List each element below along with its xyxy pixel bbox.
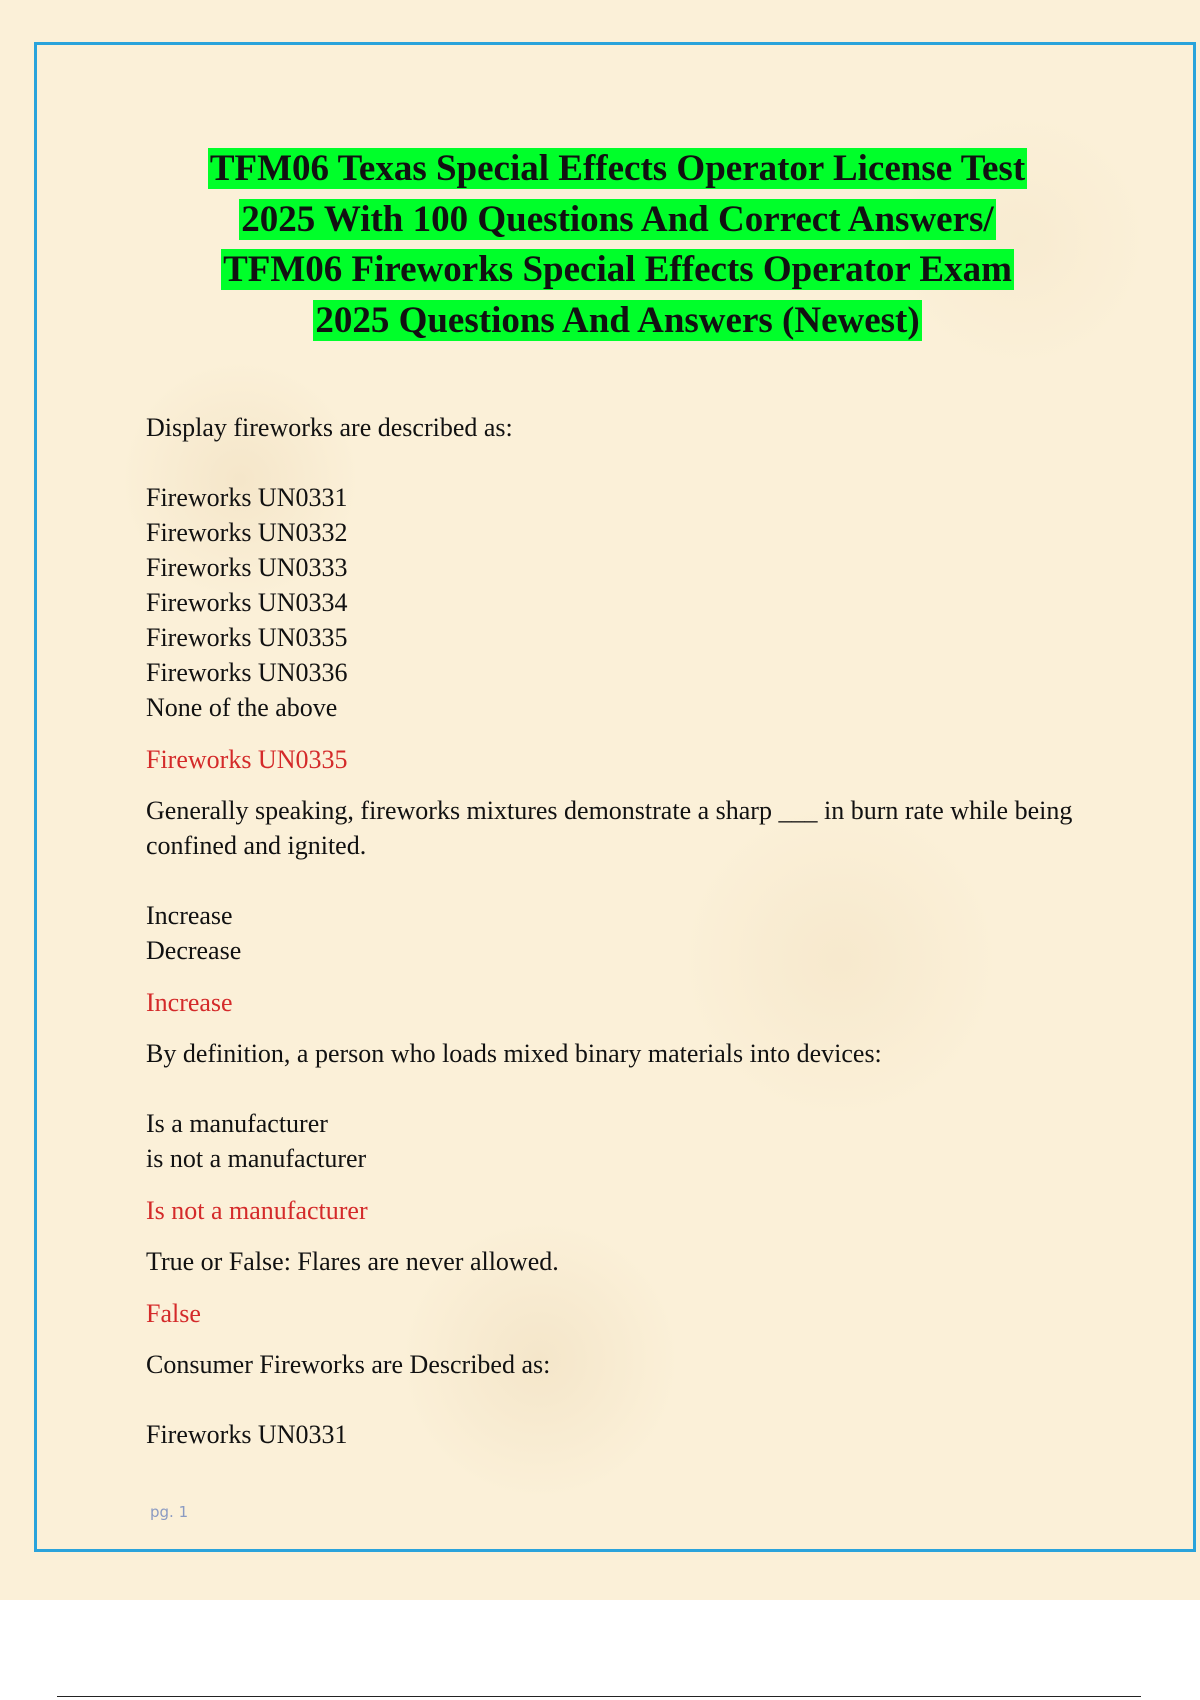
option-item: is not a manufacturer (146, 1144, 367, 1173)
option-list (146, 1417, 1106, 1452)
title-line: 2025 With 100 Questions And Correct Answers/ (241, 198, 994, 240)
question-text: By definition, a person who loads mixed binary materials into devices: (146, 1039, 882, 1068)
answer-text: Increase (146, 988, 233, 1017)
option-item: Increase (146, 901, 233, 930)
question-text: Consumer Fireworks are Described as: (146, 1350, 551, 1379)
option-item: Fireworks UN0333 (146, 553, 348, 582)
footer-divider (57, 1696, 1141, 1697)
answer-text: Fireworks UN0335 (146, 745, 348, 774)
option-item: Fireworks UN0331 (146, 483, 348, 512)
option-item: Decrease (146, 936, 242, 965)
option-item: Is a manufacturer (146, 1109, 328, 1138)
option-list (146, 480, 1106, 725)
document-title (100, 144, 1135, 346)
title-line: TFM06 Fireworks Special Effects Operator Exam (223, 249, 1012, 290)
question-text: True or False: Flares are never allowed. (146, 1247, 559, 1276)
option-list (146, 898, 1106, 968)
option-list (146, 1106, 1106, 1176)
answer-text: False (146, 1299, 201, 1328)
option-item: Fireworks UN0334 (146, 588, 348, 617)
page-number: pg. 1 (150, 1503, 189, 1521)
option-item: Fireworks UN0335 (146, 623, 348, 652)
answer-text: Is not a manufacturer (146, 1196, 368, 1225)
question-list (146, 410, 1106, 1469)
question-text: Display fireworks are described as: (146, 413, 513, 442)
question-text: Generally speaking, fireworks mixtures demonstrate a sharp ___ in burn rate while being confined and ignited. (146, 796, 1073, 860)
option-item: Fireworks UN0332 (146, 518, 348, 547)
title-line: 2025 Questions And Answers (Newest) (315, 299, 920, 341)
title-line: TFM06 Texas Special Effects Operator License Test (209, 148, 1026, 189)
option-item: Fireworks UN0336 (146, 658, 348, 687)
option-item: None of the above (146, 693, 338, 722)
option-item: Fireworks UN0331 (146, 1420, 348, 1449)
